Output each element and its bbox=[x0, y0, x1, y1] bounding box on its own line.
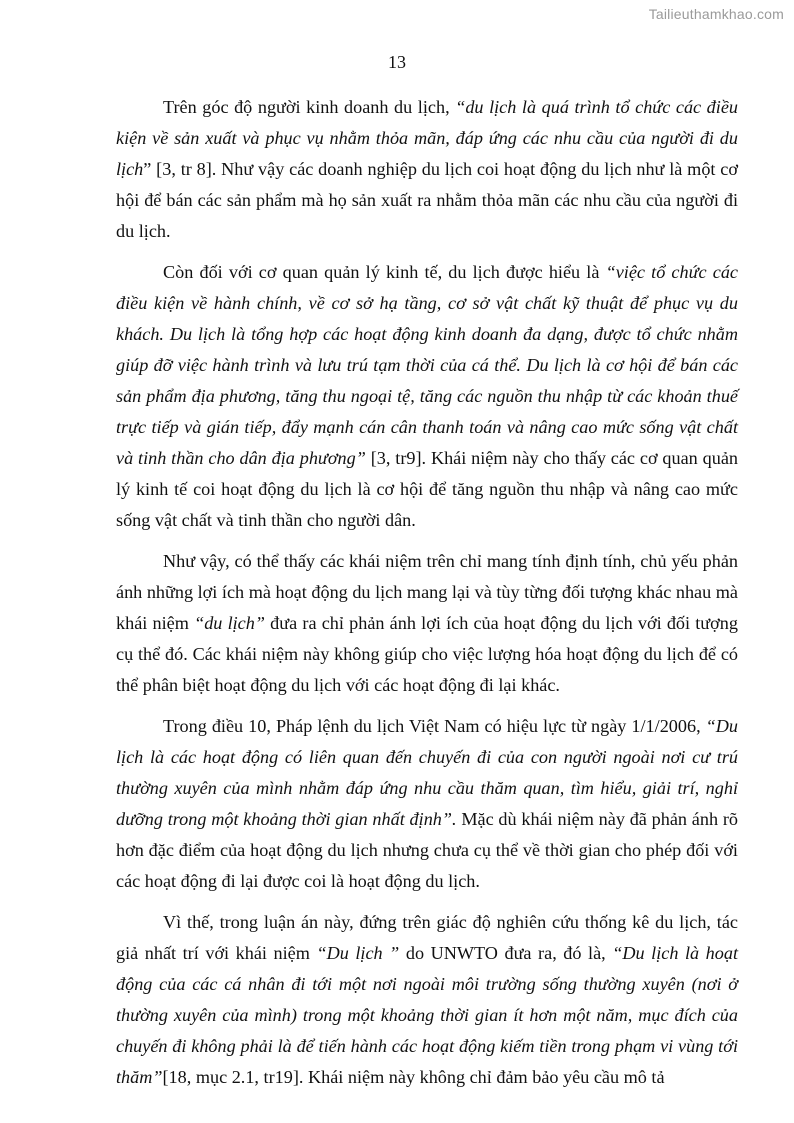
text-run: Vì thế, trong luận án này, đứng trên giác độ nghiên cứu thống kê du lịch, tác giả nhất trí với khái niệm bbox=[116, 912, 738, 963]
text-run: Trên góc độ người kinh doanh du lịch, bbox=[163, 97, 456, 117]
text-run: Mặc dù khái niệm này đã phản ánh rõ hơn đặc điểm của hoạt động du lịch nhưng chưa cụ thể về thời gian cho phép đối với các hoạt động đi lại được coi là hoạt động du lịch. bbox=[116, 809, 738, 891]
quoted-definition: “du lịch là quá trình tổ chức các điều kiện về sản xuất và phục vụ nhằm thỏa mãn, đáp ứng các nhu cầu của người đi du lịch bbox=[116, 97, 738, 179]
text-run: Như vậy, có thể thấy các khái niệm trên chỉ mang tính định tính, chủ yếu phản ánh những lợi ích mà hoạt động du lịch mang lại và tùy từng đối tượng khác nhau mà khái niệm bbox=[116, 551, 738, 633]
text-run: do UNWTO đưa ra, đó là, bbox=[399, 943, 613, 963]
quoted-definition: “Du lịch ” bbox=[316, 943, 400, 963]
quoted-definition: “Du lịch là các hoạt động có liên quan đến chuyến đi của con người ngoài nơi cư trú thường xuyên của mình nhằm đáp ứng nhu cầu thăm quan, tìm hiểu, giải trí, nghỉ dưỡng trong một khoảng thời gian nhất định”. bbox=[116, 716, 738, 829]
text-run: Trong điều 10, Pháp lệnh du lịch Việt Nam có hiệu lực từ ngày 1/1/2006, bbox=[163, 716, 706, 736]
paragraph bbox=[116, 92, 738, 247]
quoted-definition: “du lịch” bbox=[194, 613, 265, 633]
document-body bbox=[116, 92, 738, 1103]
paragraph bbox=[116, 257, 738, 536]
text-run: đưa ra chỉ phản ánh lợi ích của hoạt động du lịch với đối tượng cụ thể đó. Các khái niệm này không giúp cho việc lượng hóa hoạt động du lịch để có thể phân biệt hoạt động du lịch với các hoạt động đi lại khác. bbox=[116, 613, 738, 695]
page-number: 13 bbox=[388, 52, 406, 72]
watermark-text: Tailieuthamkhao.com bbox=[648, 6, 784, 22]
text-run: ” [3, tr 8]. Như vậy các doanh nghiệp du lịch coi hoạt động du lịch như là một cơ hội để bán các sản phẩm mà họ sản xuất ra nhằm thỏa mãn các nhu cầu của người đi du lịch. bbox=[116, 159, 738, 241]
paragraph bbox=[116, 546, 738, 701]
paragraph bbox=[116, 907, 738, 1093]
text-run: [18, mục 2.1, tr19]. Khái niệm này không chỉ đảm bảo yêu cầu mô tả bbox=[162, 1067, 665, 1087]
text-run: Còn đối với cơ quan quản lý kinh tế, du lịch được hiểu là bbox=[163, 262, 606, 282]
paragraph bbox=[116, 711, 738, 897]
quoted-definition: “việc tổ chức các điều kiện về hành chính, về cơ sở hạ tầng, cơ sở vật chất kỹ thuật để phục vụ du khách. Du lịch là tổng hợp các hoạt động kinh doanh đa dạng, được tổ chức nhằm giúp đỡ việc hành trình và lưu trú tạm thời của cá thể. Du lịch là cơ hội để bán các sản phẩm địa phương, tăng thu ngoại tệ, tăng các nguồn thu nhập từ các khoản thuế trực tiếp và gián tiếp, đẩy mạnh cán cân thanh toán và nâng cao mức sống vật chất và tinh thần cho dân địa phương” bbox=[116, 262, 738, 468]
quoted-definition: “Du lịch là hoạt động của các cá nhân đi tới một nơi ngoài môi trường sống thường xuyên (nơi ở thường xuyên của mình) trong một khoảng thời gian ít hơn một năm, mục đích của chuyến đi không phải là để tiến hành các hoạt động kiếm tiền trong phạm vi vùng tới thăm” bbox=[116, 943, 738, 1087]
text-run: [3, tr9]. Khái niệm này cho thấy các cơ quan quản lý kinh tế coi hoạt động du lịch là cơ hội để tăng nguồn thu nhập và nâng cao mức sống vật chất và tinh thần cho người dân. bbox=[116, 448, 738, 530]
